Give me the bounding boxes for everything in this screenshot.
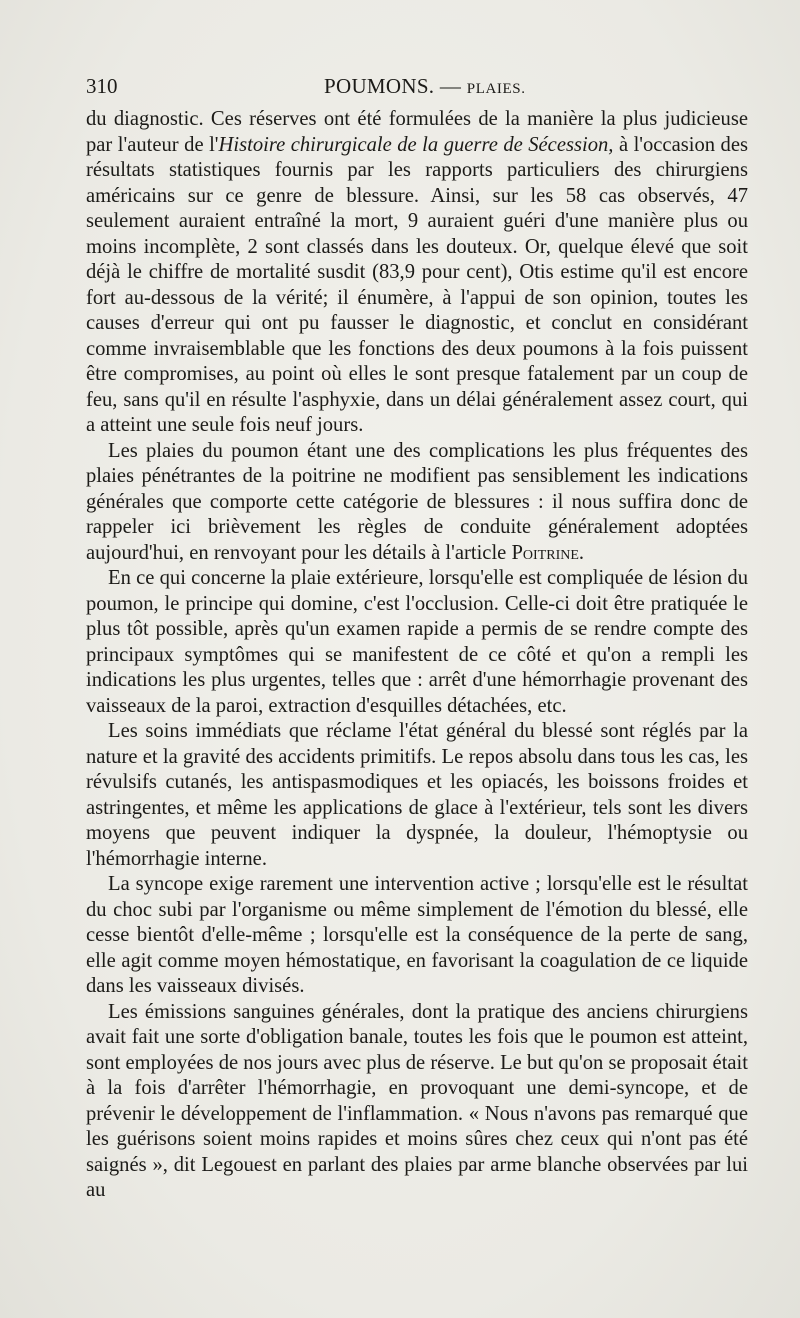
book-title-italic: Histoire chirurgicale de la guerre de Sécession, [218, 133, 614, 156]
running-head [324, 74, 526, 99]
page-number: 310 [86, 74, 118, 98]
paragraph-1-text: du diagnostic. Ces réserves ont été formulées de la manière la plus judicieuse par l'auteur de l' [86, 108, 748, 156]
paragraph-5: La syncope exige rarement une intervention active ; lorsqu'elle est le résultat du choc subi par l'organisme ou même simplement de l'émotion du blessé, elle cesse bientôt d'elle-même ; lorsqu'elle est la conséquence de la perte de sang, elle agit comme moyen hémostatique, en favorisant la coagulation de ce liquide dans les vaisseaux divisés. [86, 873, 748, 997]
body-text [86, 107, 748, 1204]
running-head-main: POUMONS. — [324, 74, 462, 98]
paragraph-2-end: . [578, 541, 585, 564]
paragraph-2-text: Les plaies du poumon étant une des complications les plus fréquentes des plaies pénétrantes de la poitrine ne modifient pas sensiblement les indications générales que comporte cette catégorie de blessures : il nous suffira donc de rappeler ici brièvement les règles de conduite généralement adoptées aujourd'hui, en renvoyant pour les détails à l'article [86, 439, 748, 564]
paragraph-1-text-cont: à l'occasion des résultats statistiques fournis par les rapports particuliers des chirurgiens américains sur ce genre de blessure. Ainsi, sur les 58 cas observés, 47 seulement auraient entraîné la mort, 9 auraient guéri d'une manière plus ou moins incomplète, 2 sont classés dans les douteux. Or, quelque élevé que soit déjà le chiffre de mortalité susdit (83,9 pour cent), Otis estime qu'il est encore fort au-dessous de la vérité; il énumère, à l'appui de son opinion, toutes les causes d'erreur qui ont pu fausser le diagnostic, et conclut en considérant comme invraisemblable que les fonctions des deux poumons à la fois puissent être compromises, au point où elles le sont presque fatalement par un coup de feu, sans qu'il en résulte l'asphyxie, dans un délai généralement assez court, qui a atteint une seule fois neuf jours. [86, 133, 748, 436]
page-header [86, 74, 748, 100]
article-reference: Poitrine [511, 541, 579, 564]
paragraph-6: Les émissions sanguines générales, dont la pratique des anciens chirurgiens avait fait une sorte d'obligation banale, toutes les fois que le poumon est atteint, sont employées de nos jours avec plus de réserve. Le but qu'on se proposait était à la fois d'arrêter l'hémorrhagie, en provoquant une demi-syncope, et de prévenir le développement de l'inflammation. « Nous n'avons pas remarqué que les guérisons soient moins rapides et moins sûres chez ceux qui n'ont pas été saignés », dit Legouest en parlant des plaies par arme blanche observées par lui au [86, 1000, 748, 1201]
running-head-sub: PLAIES. [466, 81, 526, 97]
paragraph-1 [86, 107, 748, 439]
paragraph-4: Les soins immédiats que réclame l'état général du blessé sont réglés par la nature et la gravité des accidents primitifs. Le repos absolu dans tous les cas, les révulsifs cutanés, les antispasmodiques et les opiacés, les boissons froides et astringentes, et même les applications de glace à l'extérieur, tels sont les divers moyens que peuvent indiquer la dyspnée, la douleur, l'hémoptysie ou l'hémorrhagie interne. [86, 720, 748, 870]
paragraph-3: En ce qui concerne la plaie extérieure, lorsqu'elle est compliquée de lésion du poumon, le principe qui domine, c'est l'occlusion. Celle-ci doit être pratiquée le plus tôt possible, après qu'un examen rapide a permis de se rendre compte des principaux symptômes qui se manifestent de ce côté et qu'on a rempli les indications les plus urgentes, telles que : arrêt d'une hémorrhagie provenant des vaisseaux de la paroi, extraction d'esquilles détachées, etc. [86, 567, 748, 717]
paragraph-2 [86, 439, 748, 567]
